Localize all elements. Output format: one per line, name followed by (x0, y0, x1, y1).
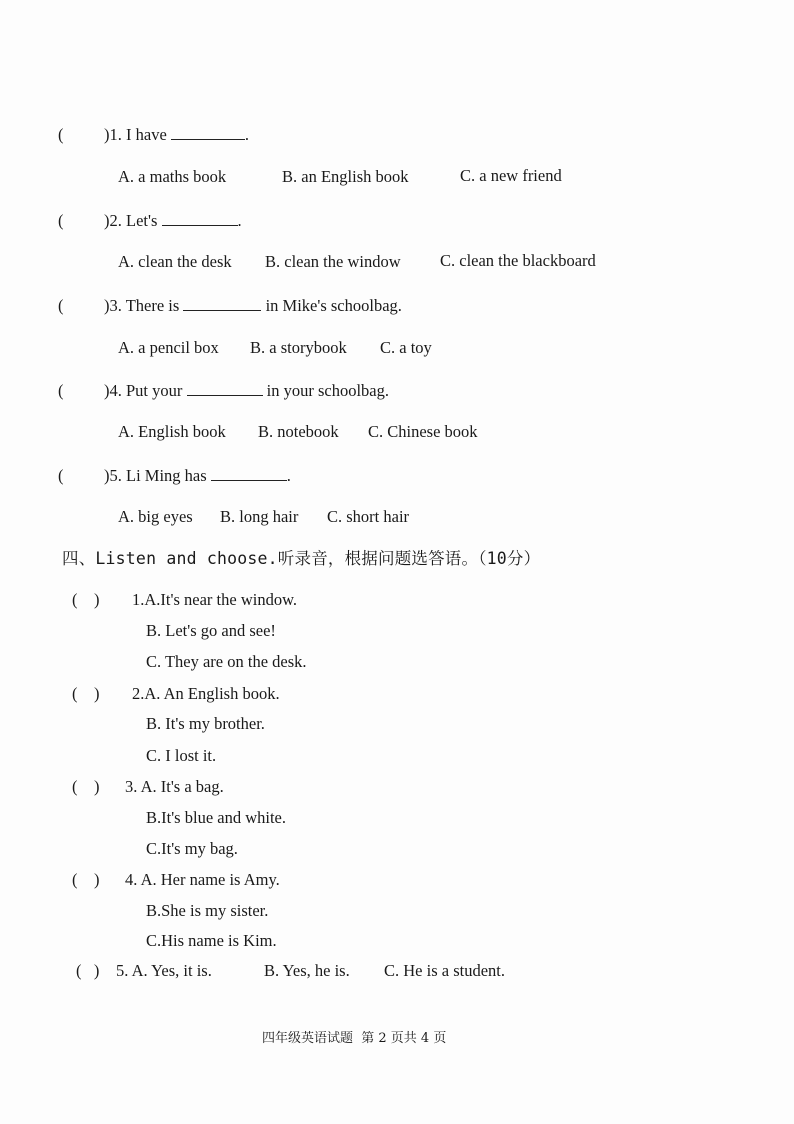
choice-line: B. Let's go and see! (146, 621, 276, 640)
option-c: C. a toy (380, 338, 432, 357)
page-footer: 四年级英语试题 第 2 页共 4 页 (262, 1031, 447, 1046)
option-b: B. clean the window (265, 252, 401, 271)
question-text-end: in Mike's schoolbag. (265, 296, 402, 315)
option-a: A. English book (118, 422, 226, 441)
question-text: )1. I have (104, 125, 167, 144)
option-c: C. a new friend (460, 166, 562, 185)
choice-line: C. I lost it. (146, 746, 217, 765)
option-a: A. a pencil box (118, 338, 219, 357)
question-stem (104, 381, 389, 401)
question-text: )5. Li Ming has (104, 466, 207, 485)
answer-paren: ( (58, 466, 64, 485)
choice-line: C. He is a student. (384, 961, 505, 980)
question-text: )3. There is (104, 296, 180, 315)
option-b: B. notebook (258, 422, 339, 441)
answer-paren: ( ) (76, 961, 100, 980)
option-a: A. a maths book (118, 167, 227, 186)
option-b: B. long hair (220, 507, 299, 526)
question-stem (104, 296, 402, 316)
choice-line: 3. A. It's a bag. (125, 777, 224, 796)
question-stem (104, 466, 291, 486)
choice-line: C.His name is Kim. (146, 931, 277, 950)
option-b: B. an English book (282, 167, 409, 186)
option-c: C. clean the blackboard (440, 251, 596, 270)
answer-paren: ( (58, 296, 64, 315)
answer-paren: ( (58, 211, 64, 230)
option-a: A. big eyes (118, 507, 193, 526)
question-stem (104, 211, 242, 231)
question-text: )2. Let's (104, 211, 158, 230)
choice-line: B. Yes, he is. (264, 961, 350, 980)
answer-paren: ( ) (72, 684, 100, 703)
choice-line: 5. A. Yes, it is. (116, 961, 212, 980)
question-text-end: . (244, 125, 250, 144)
choice-line: 2.A. An English book. (132, 684, 280, 703)
answer-blank[interactable] (162, 211, 238, 226)
choice-line: B.She is my sister. (146, 901, 269, 920)
choice-line: C.It's my bag. (146, 839, 238, 858)
option-a: A. clean the desk (118, 252, 232, 271)
question-text: )4. Put your (104, 381, 183, 400)
answer-blank[interactable] (183, 296, 261, 311)
section-title: 四、Listen and choose.听录音，根据问题选答语。（10分） (62, 549, 541, 568)
answer-blank[interactable] (211, 466, 287, 481)
answer-paren: ( ) (72, 870, 100, 889)
answer-paren: ( (58, 381, 64, 400)
question-text-end: . (237, 211, 242, 230)
choice-line: B.It's blue and white. (146, 808, 286, 827)
answer-paren: ( ) (72, 590, 100, 609)
question-text-end: in your schoolbag. (266, 381, 389, 400)
answer-blank[interactable] (187, 381, 263, 396)
question-stem (104, 125, 249, 145)
choice-line: B. It's my brother. (146, 714, 265, 733)
option-b: B. a storybook (250, 338, 347, 357)
choice-line: 4. A. Her name is Amy. (125, 870, 280, 889)
answer-blank[interactable] (171, 125, 245, 140)
choice-line: C. They are on the desk. (146, 652, 307, 671)
option-c: C. Chinese book (368, 422, 478, 441)
answer-paren: ( (58, 125, 64, 144)
option-c: C. short hair (327, 507, 410, 526)
question-text-end: . (286, 466, 291, 485)
choice-line: 1.A.It's near the window. (132, 590, 298, 609)
answer-paren: ( ) (72, 777, 100, 796)
